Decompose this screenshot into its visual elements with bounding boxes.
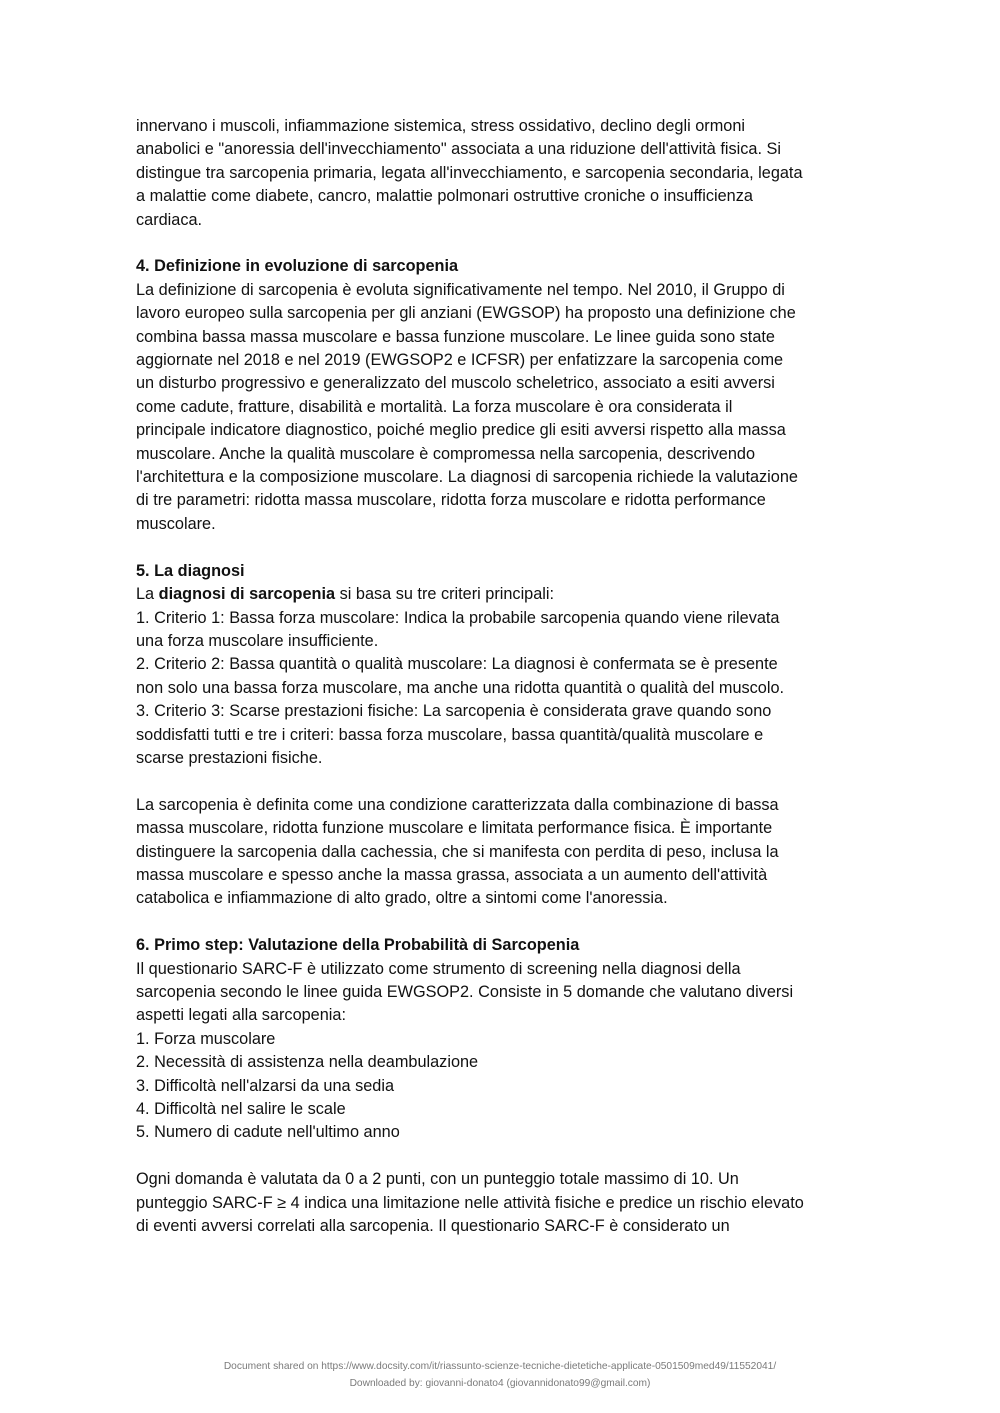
text-line: catabolica e infiammazione di alto grado, oltre a sintomi come l'anoressia. xyxy=(136,889,668,908)
criteria-line: 1. Criterio 1: Bassa forza muscolare: Indica la probabile sarcopenia quando viene rilevata xyxy=(136,608,780,627)
criteria-line: una forza muscolare insufficiente. xyxy=(136,631,379,650)
intro-prefix: La xyxy=(136,585,159,604)
text-line: distinguere la sarcopenia dalla cachessia, che si manifesta con perdita di peso, inclusa la xyxy=(136,842,779,861)
text-line: lavoro europeo sulla sarcopenia per gli anziani (EWGSOP) ha proposto una definizione che xyxy=(136,304,796,323)
text-line: a malattie come diabete, cancro, malattie polmonari ostruttive croniche o insufficienza xyxy=(136,187,753,206)
text-line: innervano i muscoli, infiammazione sistemica, stress ossidativo, declino degli ormoni xyxy=(136,117,745,135)
text-line: di tre parametri: ridotta massa muscolare, ridotta forza muscolare e ridotta performance xyxy=(136,491,766,510)
text-line: muscolare. Anche la qualità muscolare è compromessa nella sarcopenia, descrivendo xyxy=(136,444,756,463)
spacer xyxy=(136,1145,868,1168)
spacer xyxy=(136,770,868,793)
text-line: sarcopenia secondo le linee guida EWGSOP2. Consiste in 5 domande che valutano diversi xyxy=(136,982,794,1001)
text-line: principale indicatore diagnostico, poiché meglio predice gli esiti avversi rispetto alla massa xyxy=(136,421,786,440)
footer-shared-link[interactable]: Document shared on https://www.docsity.com/it/riassunto-scienze-tecniche-dietetiche-applicate-0501509med49/11552041/ xyxy=(223,1361,777,1372)
section-heading: 4. Definizione in evoluzione di sarcopenia xyxy=(136,257,459,276)
text-line: La sarcopenia è definita come una condizione caratterizzata dalla combinazione di bassa xyxy=(136,795,779,814)
intro-paragraph xyxy=(136,115,868,232)
text-line: Il questionario SARC-F è utilizzato come strumento di screening nella diagnosi della xyxy=(136,959,741,978)
section-heading: 6. Primo step: Valutazione della Probabilità di Sarcopenia xyxy=(136,936,580,955)
text-line: Ogni domanda è valutata da 0 a 2 punti, con un punteggio totale massimo di 10. Un xyxy=(136,1170,739,1189)
spacer xyxy=(136,536,868,559)
text-line: anabolici e "anoressia dell'invecchiamento" associata a una riduzione dell'attività fisica. Si xyxy=(136,140,781,159)
text-line: l'architettura e la composizione muscolare. La diagnosi di sarcopenia richiede la valutazione xyxy=(136,468,798,487)
text-line: un disturbo progressivo e generalizzato del muscolo scheletrico, associato a esiti avversi xyxy=(136,374,775,393)
text-line: combina bassa massa muscolare e bassa funzione muscolare. Le linee guida sono state xyxy=(136,327,775,346)
criteria-line: non solo una bassa forza muscolare, ma anche una ridotta quantità o qualità del muscolo. xyxy=(136,678,785,697)
spacer xyxy=(136,232,868,255)
criteria-line: scarse prestazioni fisiche. xyxy=(136,748,323,767)
intro-line xyxy=(136,583,868,606)
list-item: 3. Difficoltà nell'alzarsi da una sedia xyxy=(136,1076,395,1095)
text-line: massa muscolare e spesso anche la massa grassa, associata a un aumento dell'attività xyxy=(136,865,768,884)
criteria-line: 2. Criterio 2: Bassa quantità o qualità muscolare: La diagnosi è confermata se è presente xyxy=(136,655,778,674)
text-line: cardiaca. xyxy=(136,210,203,229)
text-line: La definizione di sarcopenia è evoluta significativamente nel tempo. Nel 2010, il Gruppo di xyxy=(136,280,785,299)
text-line: di eventi avversi correlati alla sarcopenia. Il questionario SARC-F è considerato un xyxy=(136,1217,730,1236)
intro-bold-term: diagnosi di sarcopenia xyxy=(158,585,336,604)
criteria-line: soddisfatti tutti e tre i criteri: bassa forza muscolare, bassa quantità/qualità muscolare e xyxy=(136,725,764,744)
section-4 xyxy=(136,255,868,536)
text-line: massa muscolare, ridotta funzione muscolare e limitata performance fisica. È importante xyxy=(136,819,773,838)
text-line: aggiornate nel 2018 e nel 2019 (EWGSOP2 e ICFSR) per enfatizzare la sarcopenia come xyxy=(136,351,784,370)
section-5 xyxy=(136,560,868,911)
intro-suffix: si basa su tre criteri principali: xyxy=(335,585,555,604)
text-line: punteggio SARC-F ≥ 4 indica una limitazione nelle attività fisiche e predice un rischio elevato xyxy=(136,1193,804,1212)
section-6 xyxy=(136,934,868,1238)
footer-downloaded-by: Downloaded by: giovanni-donato4 (giovannidonato99@gmail.com) xyxy=(349,1378,651,1389)
spacer xyxy=(136,911,868,934)
list-item: 4. Difficoltà nel salire le scale xyxy=(136,1100,346,1118)
list-item: 2. Necessità di assistenza nella deambulazione xyxy=(136,1053,479,1072)
document-page xyxy=(136,115,868,1238)
section-heading: 5. La diagnosi xyxy=(136,561,245,580)
criteria-line: 3. Criterio 3: Scarse prestazioni fisiche: La sarcopenia è considerata grave quando sono xyxy=(136,702,772,721)
text-line: come cadute, fratture, disabilità e mortalità. La forza muscolare è ora considerata il xyxy=(136,397,733,416)
text-line: aspetti legati alla sarcopenia: xyxy=(136,1006,346,1025)
text-line: distingue tra sarcopenia primaria, legata all'invecchiamento, e sarcopenia secondaria, legata xyxy=(136,163,803,182)
list-item: 1. Forza muscolare xyxy=(136,1029,276,1048)
list-item: 5. Numero di cadute nell'ultimo anno xyxy=(136,1123,400,1142)
text-line: muscolare. xyxy=(136,514,216,533)
